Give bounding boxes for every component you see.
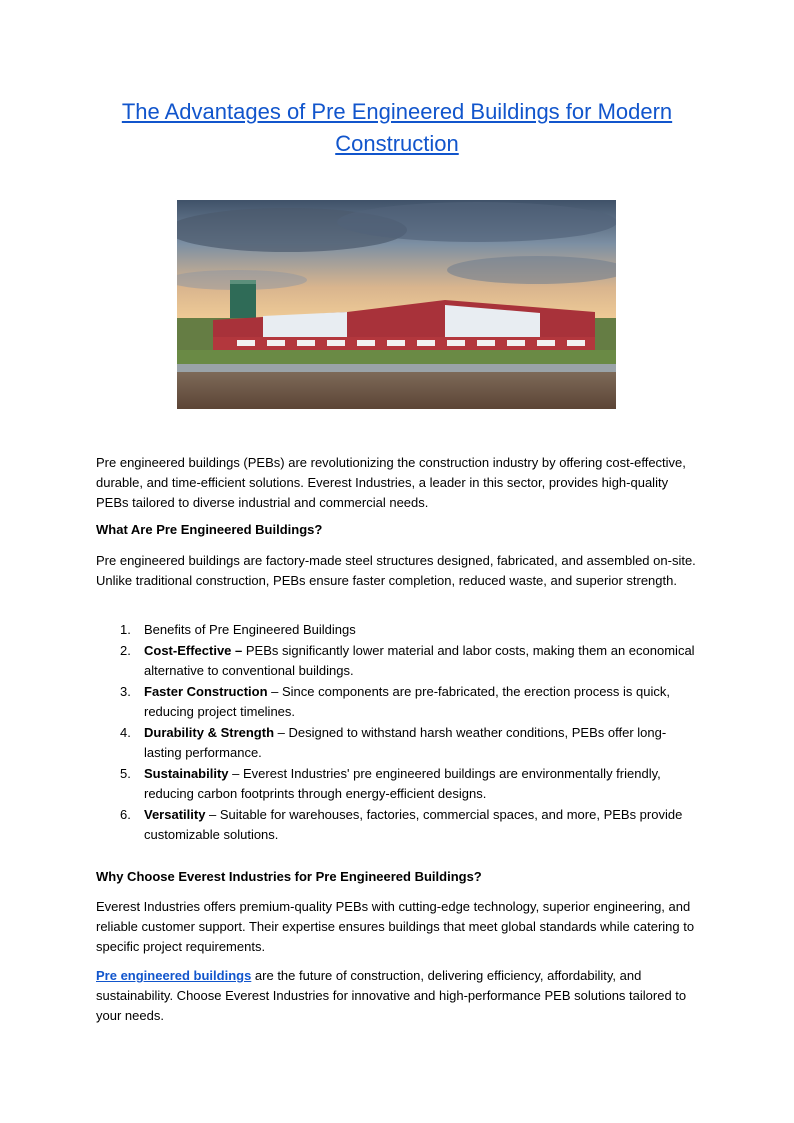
benefits-list bbox=[96, 620, 696, 846]
section-paragraph: Everest Industries offers premium-quality PEBs with cutting-edge technology, superior engineering, and reliable customer support. Their expertise ensures buildings that meet global standards while catering to specific project requirements. bbox=[96, 899, 695, 954]
intro-paragraph: Pre engineered buildings (PEBs) are revolutionizing the construction industry by offering cost-effective, durable, and time-efficient solutions. Everest Industries, a leader in this sector, provides high-quality PEBs tailored to diverse industrial and commercial needs. bbox=[96, 455, 686, 510]
building-wall bbox=[263, 312, 347, 337]
page-title[interactable]: The Advantages of Pre Engineered Buildings for Modern Construction bbox=[121, 99, 673, 156]
list-item: 3. Faster Construction – Since components are pre-fabricated, the erection process is quick, reducing project timelines. bbox=[120, 683, 671, 719]
list-item: 1. Benefits of Pre Engineered Buildings bbox=[120, 622, 356, 637]
ground bbox=[177, 372, 616, 409]
section-paragraph: Pre engineered buildings are factory-made steel structures designed, fabricated, and assembled on-site. Unlike traditional construction, PEBs ensure faster completion, reduced waste, and superior strength. bbox=[96, 553, 696, 588]
pre-engineered-buildings-link[interactable]: Pre engineered buildings bbox=[96, 968, 252, 983]
section-heading: Why Choose Everest Industries for Pre Engineered Buildings? bbox=[96, 869, 482, 884]
list-item: 4. Durability & Strength – Designed to withstand harsh weather conditions, PEBs offer long-lasting performance. bbox=[120, 724, 667, 760]
list-item: 2. Cost-Effective – PEBs significantly lower material and labor costs, making them an economical alternative to conventional buildings. bbox=[120, 642, 695, 678]
pre-engineered-building-photo bbox=[177, 200, 616, 409]
section-heading: What Are Pre Engineered Buildings? bbox=[96, 522, 323, 537]
hero-image bbox=[177, 200, 616, 409]
lawn bbox=[177, 350, 616, 366]
list-item: 5. Sustainability – Everest Industries' pre engineered buildings are environmentally friendly, reducing carbon footprints through energy-efficient designs. bbox=[120, 765, 661, 801]
pathway bbox=[177, 364, 616, 372]
closing-paragraph: Pre engineered buildings are the future of construction, delivering efficiency, affordability, and sustainability. Choose Everest Industries for innovative and high-performance PEB solutions tailored to your needs. bbox=[96, 968, 687, 1023]
water-tower bbox=[230, 282, 256, 318]
cloud bbox=[337, 202, 616, 242]
list-item: 6. Versatility – Suitable for warehouses, factories, commercial spaces, and more, PEBs provide customizable solutions. bbox=[120, 806, 683, 842]
